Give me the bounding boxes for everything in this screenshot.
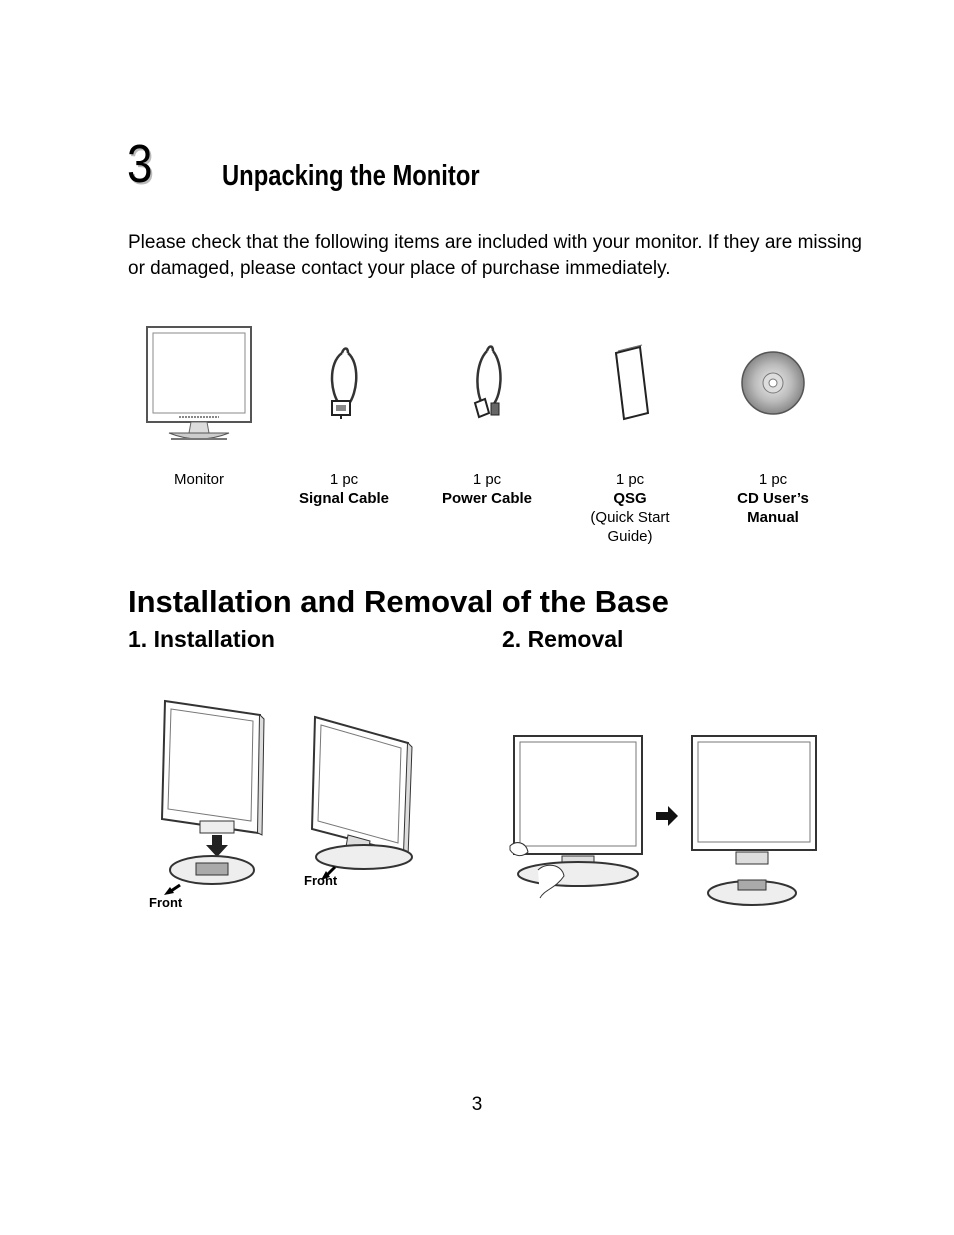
front-label: Front [149,895,183,910]
installation-illustration [140,695,430,915]
item-qty: 1 pc [329,471,359,488]
power-cable-icon [412,318,562,448]
item-name: Signal Cable [298,490,390,507]
cd-icon [698,318,848,448]
chapter-title: Unpacking the Monitor [222,160,480,192]
removal-heading: 2. Removal [502,626,624,652]
item-note: (Quick Start Guide) [590,509,670,545]
signal-cable-icon [269,318,419,448]
package-item-cd [698,318,848,526]
front-label: Front [304,873,338,888]
item-qty: 1 pc [615,471,645,488]
item-name: Monitor [173,471,225,488]
removal-illustration [506,730,822,915]
package-item-power-cable [412,318,562,507]
package-item-qsg [555,318,705,545]
package-item-signal-cable [269,318,419,507]
item-name: CD User’s Manual [737,490,809,526]
page-number: 3 [471,1094,483,1115]
chapter-number: 3 [127,134,153,194]
booklet-icon [555,318,705,448]
monitor-icon [124,318,274,448]
section-title: Installation and Removal of the Base [128,584,669,619]
item-name: QSG [613,490,647,507]
item-qty: 1 pc [758,471,788,488]
package-item-monitor [124,318,274,488]
item-qty: 1 pc [472,471,502,488]
intro-paragraph: Please check that the following items are included with your monitor. If they are missing or damaged, please contact your place of purchase immediately. [128,232,862,279]
installation-heading: 1. Installation [128,626,275,652]
item-name: Power Cable [441,490,533,507]
